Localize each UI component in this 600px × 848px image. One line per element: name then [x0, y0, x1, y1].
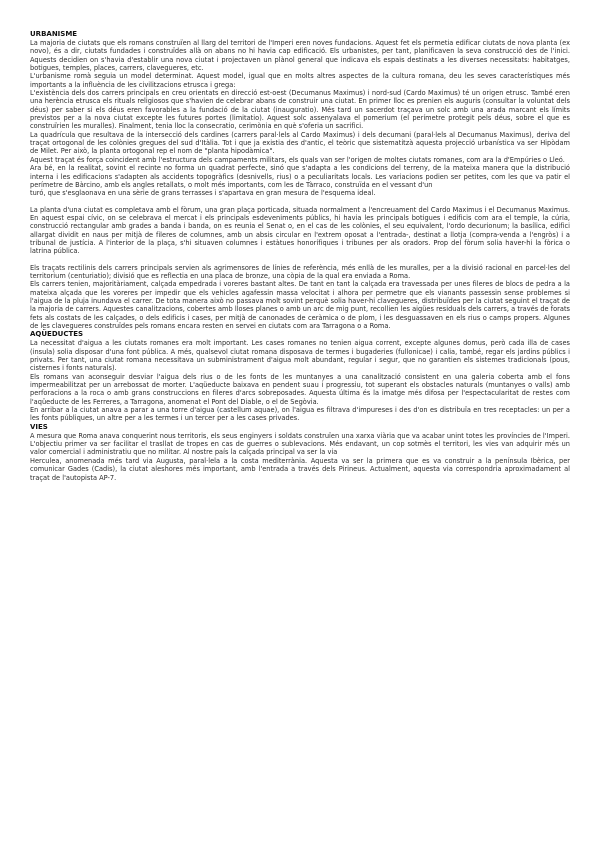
paragraph: Els carrers tenien, majoritàriament, calçada empedrada i voreres bastant altes. De tant en tant la calçada era travessada per unes fileres de blocs de pedra a la mateixa alçada que les voreres per impedir que els vehicles agafessin massa velocitat i alhora per permetre que els vianants passessin sense problemes si l'aigua de la pluja inundava el carrer. De tota manera això no passava molt sovint perquè solia haver-hi clavegueres, distribuïdes per la ciutat seguint el traçat de la majoria de carrers. Aquestes canalitzacions, cobertes amb lloses planes o amb un arc de mig punt, recollien les aigües residuals dels carrers, a través de forats fets als costats de les calçades, o dels edificis i cases, per mitjà de canonades de ceràmica o de plom, i les desguassaven en els rius o camps propers. Algunes de les clavegueres construïdes pels romans encara resten en servei en ciutats com ara Tarragona o a Roma. — [30, 280, 570, 330]
heading-urbanisme: URBANISME — [30, 30, 78, 38]
paragraph: L'existència dels dos carrers principals en creu orientats en direcció est-oest (Decumanus Maximus) i nord-sud (Cardo Maximus) té un origen etrusc. També eren una herència etrusca els rituals religiosos que s'havien de celebrar abans de construir una ciutat. En primer lloc es prenien els auguris (consultar la voluntat dels déus) per saber si els déus eren favorables a la fundació de la ciutat (inauguratio). Més tard un sacerdot traçava un solc amb una arada marcant els límits previstos per a la nova ciutat excepte les futures portes (limitatio). Aquest solc assenyalava el pomerium (el perímetre protegit pels déus, sobre el que es construïrien les muralles). Finalment, tenia lloc la consecratio, cerimònia en què s'oferia un sacrifici. — [30, 89, 570, 131]
spacer — [30, 198, 570, 206]
paragraph: La necessitat d'aigua a les ciutats romanes era molt important. Les cases romanes no tenien aigua corrent, excepte algunes domus, però cada illa de cases (insula) solia disposar d'una font pública. A més, qualsevol ciutat romana disposava de termes i bugaderies (fullonicae) i calia, també, regar els jardins públics i privats. Per tant, una ciutat romana necessitava un subministrament d'aigua molt abundant, regular i segur, que no garantien els sistemes tradicionals (pous, cisternes i fonts naturals). — [30, 339, 570, 373]
paragraph: La majoria de ciutats que els romans construïen al llarg del territori de l'Imperi eren noves fundacions. Aquest fet els permetia edificar ciutats de nova planta (ex novo), és a dir, ciutats fundades i construïdes allà on abans no hi havia cap edificació. Els urbanistes, per tant, planificaven la seva construcció des de l'inici. Aquests decidien on s'havia d'establir una nova ciutat i projectaven un plànol general que indicava els espais destinats a les diverses necessitats: habitatges, botigues, temples, places, carrers, clavegueres, etc. — [30, 39, 570, 73]
paragraph: Ara bé, en la realitat, sovint el recinte no forma un quadrat perfecte, sinó que s'adapta a les condicions del terreny, de la mateixa manera que la distribució interna i les edificacions s'adapten als accidents topogràfics (desnivells, rius) o a peculiaritats locals. Les variacions podien ser petites, com les que va patir el perímetre de Bàrcino, amb els angles retallats, o molt més importants, com les de Tàrraco, construïda en el vessant d'un — [30, 164, 570, 189]
paragraph-forum: La planta d'una ciutat es completava amb el fòrum, una gran plaça porticada, situada normalment a l'encreuament del Cardo Maximus i el Decumanus Maximus. En aquest espai cívic, on se celebrava el mercat i els principals esdeveniments públics, hi havia les principals botigues i edificis com ara el temple, la cúria, construcció rectangular amb grades a banda i banda, on es reunia el Senat o, en el cas de les colònies, el seu equivalent, l'ordo decurionum; la basílica, edifici allargat dividit en naus per mitjà de fileres de columnes, amb un absis circular en l'extrem oposat a l'entrada-, destinat a llotja (compra-venda a l'engròs) i a tribunal de justícia. A l'interior de la plaça, s'hi situaven columnes i estàtues honorífiques i tribunes per als oradors. Prop del fòrum solia haver-hi la fòrica o latrina pública. — [30, 205, 570, 256]
paragraph: A mesura que Roma anava conquerint nous territoris, els seus enginyers i soldats construïen una xarxa viària que va acabar unint totes les províncies de l'Imperi. L'objectiu primer va ser facilitar el trasllat de tropes en cas de guerres o sublevacions. Més endavant, un cop sotmès el territori, les vies van adquirir més un valor comercial i administratiu que no militar. Al nostre país la calçada principal va ser la via — [30, 431, 570, 457]
paragraph: Herculea, anomenada més tard via Augusta, paral·lela a la costa mediterrània. Aquesta va ser la primera que es va construir a la península Ibèrica, per comunicar Gades (Cadis), la ciutat aleshores més important, amb l'entrada a través dels Pirineus. Actualment, aquesta via correspondria aproximadament al traçat de l'autopista AP-7. — [30, 456, 570, 482]
paragraph: Els traçats rectilinis dels carrers principals servien als agrimensores de línies de referència, més enllà de les muralles, per a la divisió racional en parcel·les del territorium (centuriatio); divisió que es reflectia en una placa de bronze, una còpia de la qual era enviada a Roma. — [30, 263, 570, 280]
paragraph: turó, que s'esglaonava en una sèrie de grans terrasses i s'apartava en gran mesura de l'esquema ideal. — [30, 189, 376, 198]
paragraph: Aquest traçat és força coincident amb l'estructura dels campaments militars, els quals van ser l'origen de moltes ciutats romanes, com ara la d'Empúries o Lleó. — [30, 155, 565, 164]
spacer — [30, 256, 570, 264]
heading-aqueductes: AQÜEDUCTES — [30, 330, 84, 339]
paragraph: La quadrícula que resultava de la intersecció dels cardines (carrers paral·lels al Cardo Maximus) i dels decumani (paral·lels al Decumanus Maximus), deriva del traçat ortogonal de les colònies gregues del sud d'Itàlia. Tot i que ja existia des d'antic, el teòric que sistematitzà aquesta projecció urbanística va ser Hipòdam de Milet. Per això, la planta ortogonal rep el nom de "planta hipodàmica". — [30, 130, 570, 156]
paragraph: Els romans van aconseguir desviar l'aigua dels rius o de les fonts de les muntanyes a una canalització consistent en una galeria coberta amb el fons impermeabilitzat per un arrebossat de morter. L'aqüeducte baixava en pendent suau i progressiu, tot superant els obstacles naturals (muntanyes o valls) amb perforacions a la roca o amb grans construccions en fileres d'arcs sobreposades. Aquesta última és la imatge més difosa per l'espectacularitat de restes com l'aqüeducte de les Ferreres, a Tarragona, anomenat el Pont del Diable, o el de Segòvia. — [30, 372, 570, 406]
paragraph: L'urbanisme romà seguia un model determinat. Aquest model, igual que en molts altres aspectes de la cultura romana, deu les seves característiques més importants a la influència de les civilitzacions etrusca i grega: — [30, 72, 570, 89]
heading-vies: VIES — [30, 422, 48, 431]
paragraph: En arribar a la ciutat anava a parar a una torre d'aigua (castellum aquae), on l'aigua es filtrava d'impureses i des d'on es distribuïa en tres receptacles: un per a les fonts públiques, un altre per a les termes i un tercer per a les cases privades. — [30, 406, 570, 423]
